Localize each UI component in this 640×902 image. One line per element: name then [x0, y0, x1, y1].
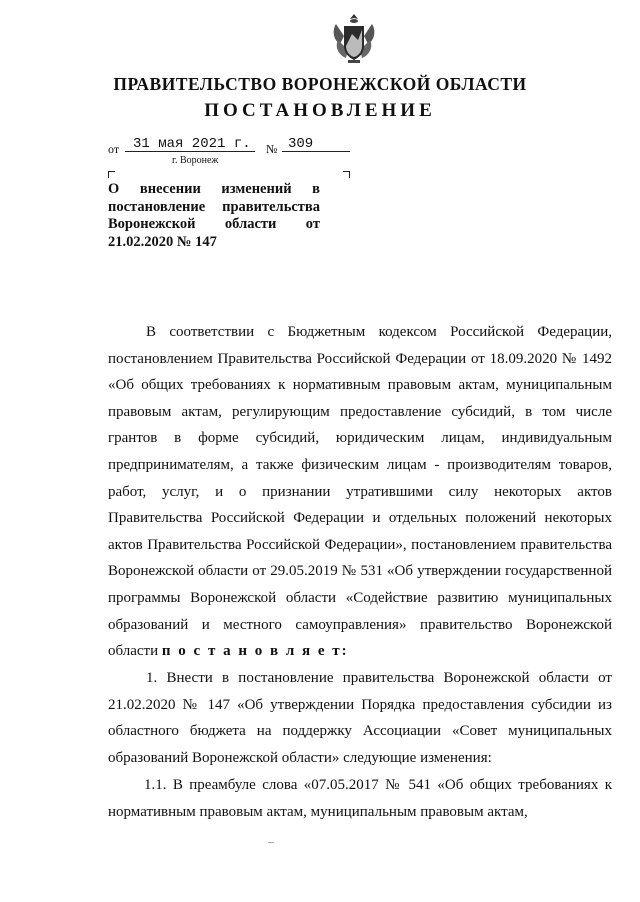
resolve-word: п о с т а н о в л я е т:: [161, 643, 349, 660]
organization-name: ПРАВИТЕЛЬСТВО ВОРОНЕЖСКОЙ ОБЛАСТИ: [113, 74, 527, 94]
page-mark: [268, 842, 274, 843]
subject-corner-left: [108, 171, 115, 178]
subject-corner-right: [343, 171, 350, 178]
document-number: 309: [288, 136, 314, 152]
date-underline: [125, 151, 255, 152]
document-subject: О внесении изменений в постановление правительства Воронежской области от 21.02.2020 № 147: [108, 181, 320, 250]
document-city: г. Воронеж: [172, 155, 219, 166]
document-date-number: [108, 136, 368, 160]
paragraph-item-1-1: 1.1. В преамбуле слова «07.05.2017 № 541 «Об общих требованиях к нормативным правовым актам, муниципальным правовым актам,: [108, 777, 612, 820]
preamble-text: В соответствии с Бюджетным кодексом Российской Федерации, постановлением Правительства Российской Федерации от 18.09.2020 № 1492 «Об общих требованиях к нормативным правовым актам, муниципальным правовым актам, регулирующим предоставление субсидий, в том числе грантов в форме субсидий, юридическим лицам, индивидуальным предпринимателям, а также физическим лицам - производителям товаров, работ, услуг, и о признании утратившими силу некоторых актов Правительства Российской Федерации и отдельных положений некоторых актов Правительства Российской Федерации», постановлением правительства Воронежской области от 29.05.2019 № 531 «Об утверждении государственной программы Воронежской области «Содействие развитию муниципальных образований и местного самоуправления» правительство Воронежской области: [108, 324, 612, 660]
document-type: ПОСТАНОВЛЕНИЕ: [204, 100, 436, 121]
number-underline: [282, 151, 350, 152]
number-prefix: №: [266, 142, 278, 156]
paragraph-preamble: [108, 319, 612, 665]
coat-of-arms-icon: [330, 10, 378, 66]
document-date: 31 мая 2021 г.: [133, 136, 251, 152]
date-prefix: от: [108, 142, 120, 156]
paragraph-item-1: 1. Внести в постановление правительства Воронежской области от 21.02.2020 № 147 «Об утверждении Порядка предоставления субсидии из областного бюджета на поддержку Ассоциации «Совет муниципальных образований Воронежской области» следующие изменения:: [108, 670, 612, 766]
